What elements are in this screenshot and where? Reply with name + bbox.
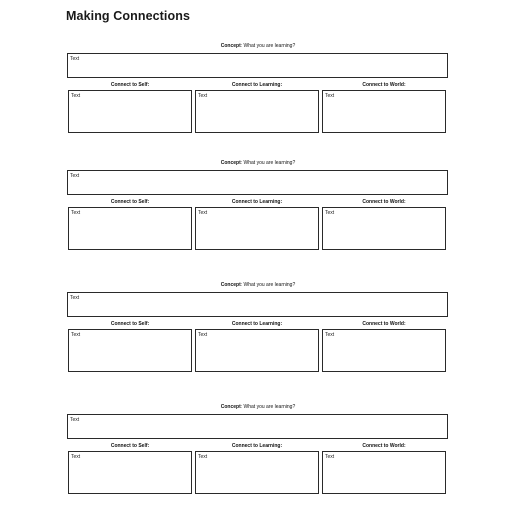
connect-to-learning-label: Connect to Learning: (231, 443, 283, 449)
concept-label-bold: Concept (220, 282, 241, 288)
concept-label-question: : What you are learning? (240, 282, 296, 288)
connect-to-self-field[interactable] (68, 329, 192, 372)
concept-label-question: : What you are learning? (240, 43, 296, 49)
connect-to-world-label: Connect to World: (362, 443, 406, 449)
connect-to-world-text: Text (325, 332, 335, 338)
connect-to-world-field[interactable] (322, 329, 446, 372)
connect-to-learning-field[interactable] (195, 329, 319, 372)
concept-label-bold: Concept (220, 404, 241, 410)
concept-field[interactable] (67, 53, 448, 78)
connect-to-learning-label: Connect to Learning: (231, 321, 283, 327)
connect-to-world-field[interactable] (322, 451, 446, 494)
connect-to-self-label: Connect to Self: (110, 199, 150, 205)
concept-field-text: Text (70, 173, 80, 179)
concept-field-text: Text (70, 295, 80, 301)
connect-to-self-label: Connect to Self: (110, 443, 150, 449)
concept-label (68, 404, 448, 411)
connect-to-world-field[interactable] (322, 207, 446, 250)
connect-to-learning-field[interactable] (195, 207, 319, 250)
connect-to-learning-text: Text (198, 454, 208, 460)
connect-to-world-field[interactable] (322, 90, 446, 133)
connect-to-self-label: Connect to Self: (110, 82, 150, 88)
connect-to-self-field[interactable] (68, 451, 192, 494)
concept-field[interactable] (67, 170, 448, 195)
connection-section-3 (0, 282, 516, 402)
concept-label (68, 282, 448, 289)
connect-to-world-text: Text (325, 93, 335, 99)
connect-to-self-field[interactable] (68, 207, 192, 250)
connect-to-self-field[interactable] (68, 90, 192, 133)
connect-to-world-label: Connect to World: (362, 199, 406, 205)
connect-to-world-text: Text (325, 210, 335, 216)
connection-section-4 (0, 404, 516, 524)
concept-label-bold: Concept (220, 43, 241, 49)
connect-to-learning-field[interactable] (195, 90, 319, 133)
concept-field-text: Text (70, 417, 80, 423)
connect-to-self-label: Connect to Self: (110, 321, 150, 327)
concept-label (68, 43, 448, 50)
connect-to-learning-text: Text (198, 210, 208, 216)
connect-to-self-text: Text (71, 454, 81, 460)
connect-to-world-text: Text (325, 454, 335, 460)
connect-to-self-text: Text (71, 210, 81, 216)
connect-to-learning-text: Text (198, 93, 208, 99)
connection-section-2 (0, 160, 516, 280)
connect-to-world-label: Connect to World: (362, 82, 406, 88)
connect-to-learning-label: Connect to Learning: (231, 199, 283, 205)
connect-to-self-text: Text (71, 332, 81, 338)
concept-label-bold: Concept (220, 160, 241, 166)
page-title: Making Connections (66, 9, 191, 23)
concept-field[interactable] (67, 414, 448, 439)
connect-to-self-text: Text (71, 93, 81, 99)
connection-section-1 (0, 43, 516, 163)
concept-label-question: : What you are learning? (240, 160, 296, 166)
connect-to-learning-text: Text (198, 332, 208, 338)
connect-to-learning-label: Connect to Learning: (231, 82, 283, 88)
concept-label-question: : What you are learning? (240, 404, 296, 410)
connect-to-world-label: Connect to World: (362, 321, 406, 327)
concept-label (68, 160, 448, 167)
concept-field-text: Text (70, 56, 80, 62)
concept-field[interactable] (67, 292, 448, 317)
connect-to-learning-field[interactable] (195, 451, 319, 494)
